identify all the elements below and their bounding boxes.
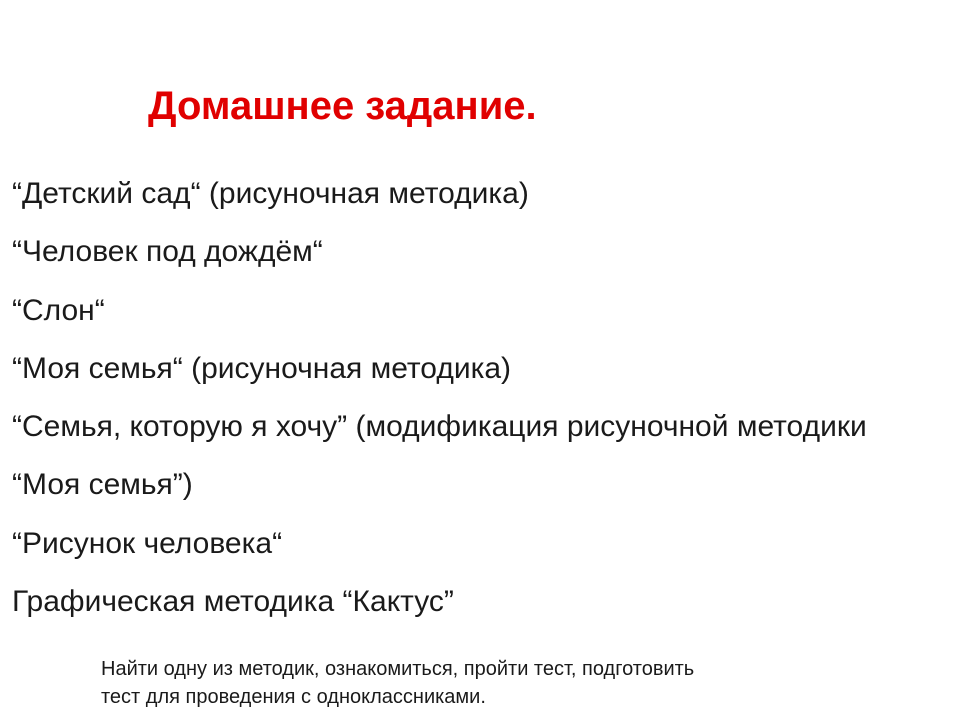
slide-title: Домашнее задание.	[148, 84, 537, 128]
method-list	[12, 177, 867, 643]
method-item: “Моя семья“ (рисуночная методика)	[12, 351, 512, 385]
method-item: “Семья, которую я хочу” (модификация рисуночной методики	[12, 410, 867, 444]
method-item: Графическая методика “Кактус”	[12, 585, 454, 619]
task-note-line: тест для проведения с одноклассниками.	[101, 686, 486, 708]
method-item: “Рисунок человека“	[12, 526, 283, 560]
method-item: “Детский сад“ (рисуночная методика)	[12, 177, 529, 210]
method-item: “Слон“	[12, 293, 105, 327]
method-item: “Человек под дождём“	[12, 235, 323, 269]
task-note	[101, 655, 861, 711]
method-item: “Моя семья”)	[12, 468, 193, 502]
task-note-line: Найти одну из методик, ознакомиться, пройти тест, подготовить	[101, 658, 695, 680]
